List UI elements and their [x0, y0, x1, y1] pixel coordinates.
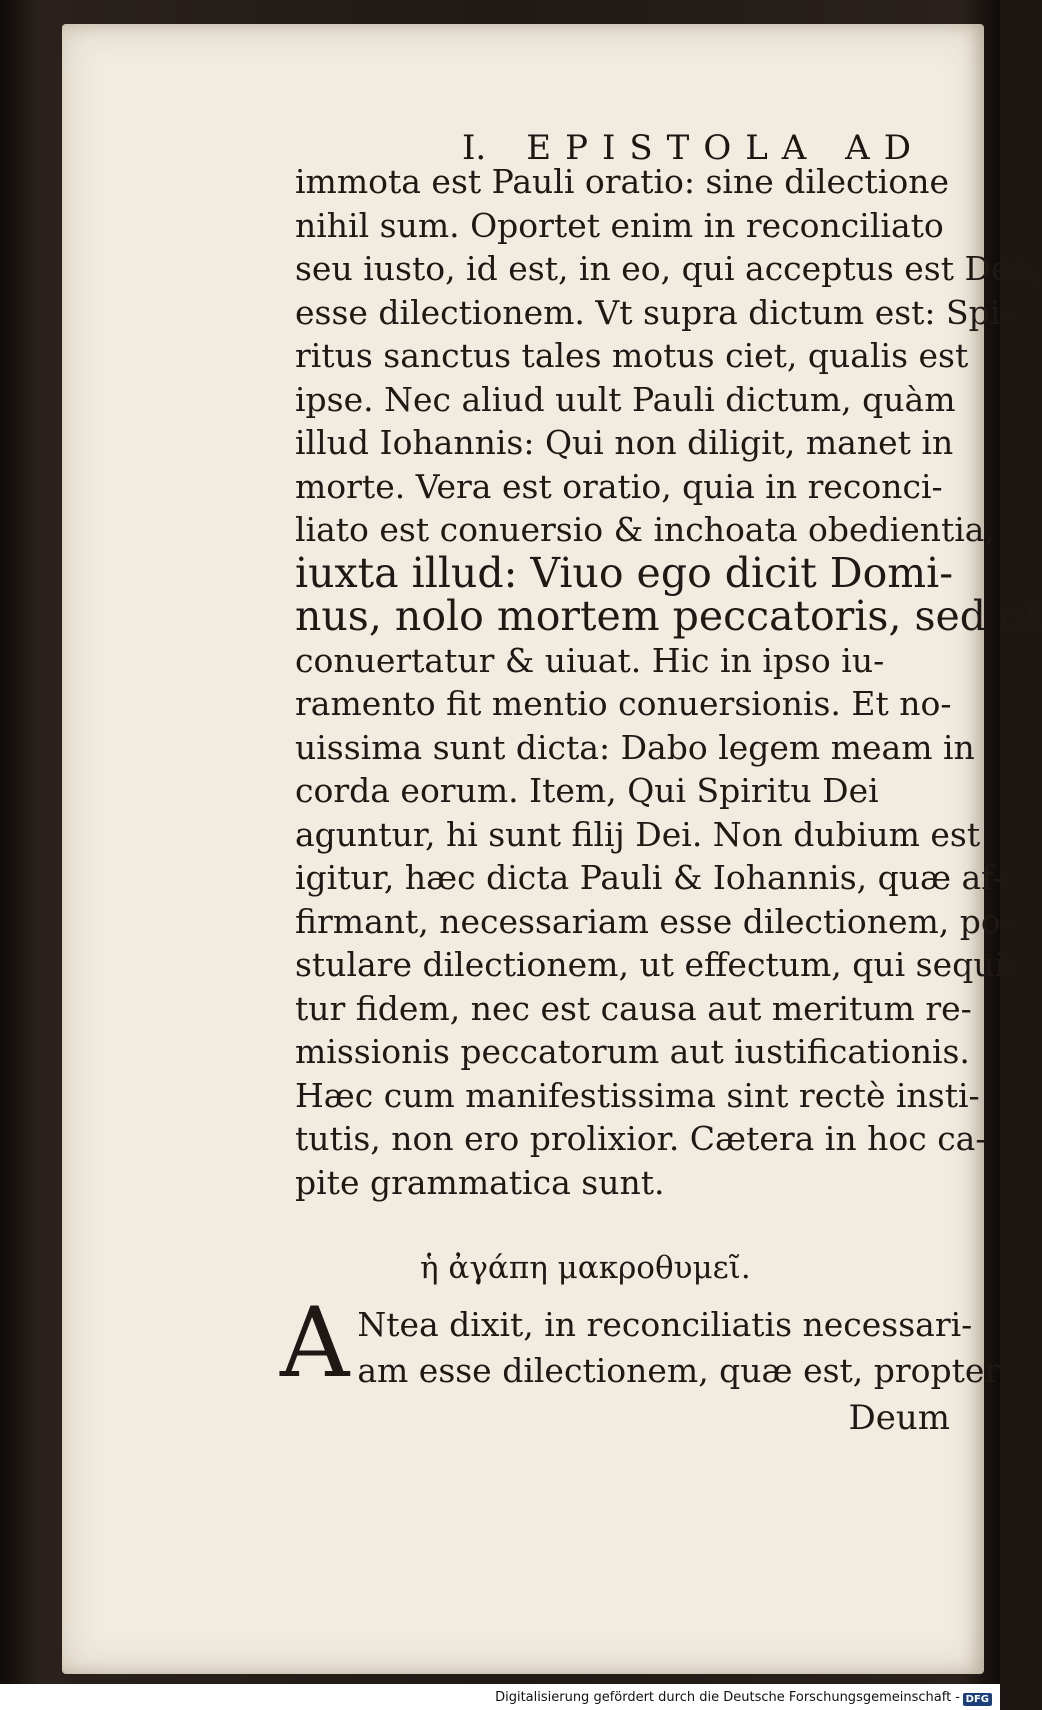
- paragraph-1: [295, 160, 1042, 1204]
- text-line: Ntea dixit, in reconciliatis necessari-: [357, 1305, 973, 1344]
- digitization-credit: Digitalisierung gefördert durch die Deutsche Forschungsgemeinschaft -: [495, 1690, 960, 1705]
- footer-bar: [0, 1684, 1000, 1710]
- text-line: stulare dilectionem, ut effectum, qui sequi-: [295, 945, 1017, 984]
- text-line: ramento fit mentio conuersionis. Et no-: [295, 684, 952, 723]
- drop-capital: A: [280, 1287, 350, 1399]
- text-line-large: nus, nolo mortem peccatoris, sed ut: [295, 592, 1042, 640]
- text-line: esse dilectionem. Vt supra dictum est: Spi-: [295, 292, 1012, 332]
- running-title: EPISTOLA AD: [526, 128, 925, 168]
- text-line: corda eorum. Item, Qui Spiritu Dei: [295, 771, 879, 810]
- text-line: nihil sum. Oportet enim in reconciliato: [295, 205, 944, 245]
- text-line: igitur, hæc dicta Pauli & Iohannis, quæ af-: [295, 858, 1004, 897]
- text-line: illud Iohannis: Qui non diligit, manet in: [295, 423, 954, 462]
- text-line: seu iusto, id est, in eo, qui acceptus est Deo,: [295, 249, 1041, 288]
- text-line: uissima sunt dicta: Dabo legem meam in: [295, 727, 975, 767]
- page-number: I.: [462, 128, 487, 168]
- text-line: aguntur, hi sunt filij Dei. Non dubium est: [295, 814, 981, 854]
- text-line: ritus sanctus tales motus ciet, qualis est: [295, 336, 969, 375]
- text-line-large: iuxta illud: Viuo ego dicit Domi-: [295, 548, 954, 597]
- text-line: conuertatur & uiuat. Hic in ipso iu-: [295, 640, 885, 680]
- text-line: immota est Pauli oratio: sine dilectione: [295, 162, 949, 201]
- dfg-logo: DFG: [963, 1693, 992, 1706]
- text-line: missionis peccatorum aut iustificationis.: [295, 1032, 970, 1071]
- text-line: ipse. Nec aliud uult Pauli dictum, quàm: [295, 379, 956, 419]
- text-line: am esse dilectionem, quæ est, propter: [357, 1351, 1001, 1390]
- text-line: liato est conuersio & inchoata obedientia,: [295, 510, 995, 549]
- text-line: tutis, non ero prolixior. Cætera in hoc ca-: [295, 1119, 987, 1158]
- text-line: morte. Vera est oratio, quia in reconci-: [295, 466, 943, 506]
- text-line: firmant, necessariam esse dilectionem, po-: [295, 901, 1012, 941]
- text-line: Hæc cum manifestissima sint rectè insti-: [295, 1075, 980, 1115]
- greek-heading: ἡ ἀγάπη μακροθυμεῖ.: [420, 1250, 751, 1286]
- text-line: tur fidem, nec est causa aut meritum re-: [295, 988, 972, 1028]
- catchword: Deum: [848, 1398, 950, 1438]
- text-line: pite grammatica sunt.: [295, 1162, 665, 1202]
- paragraph-2: [280, 1287, 1001, 1399]
